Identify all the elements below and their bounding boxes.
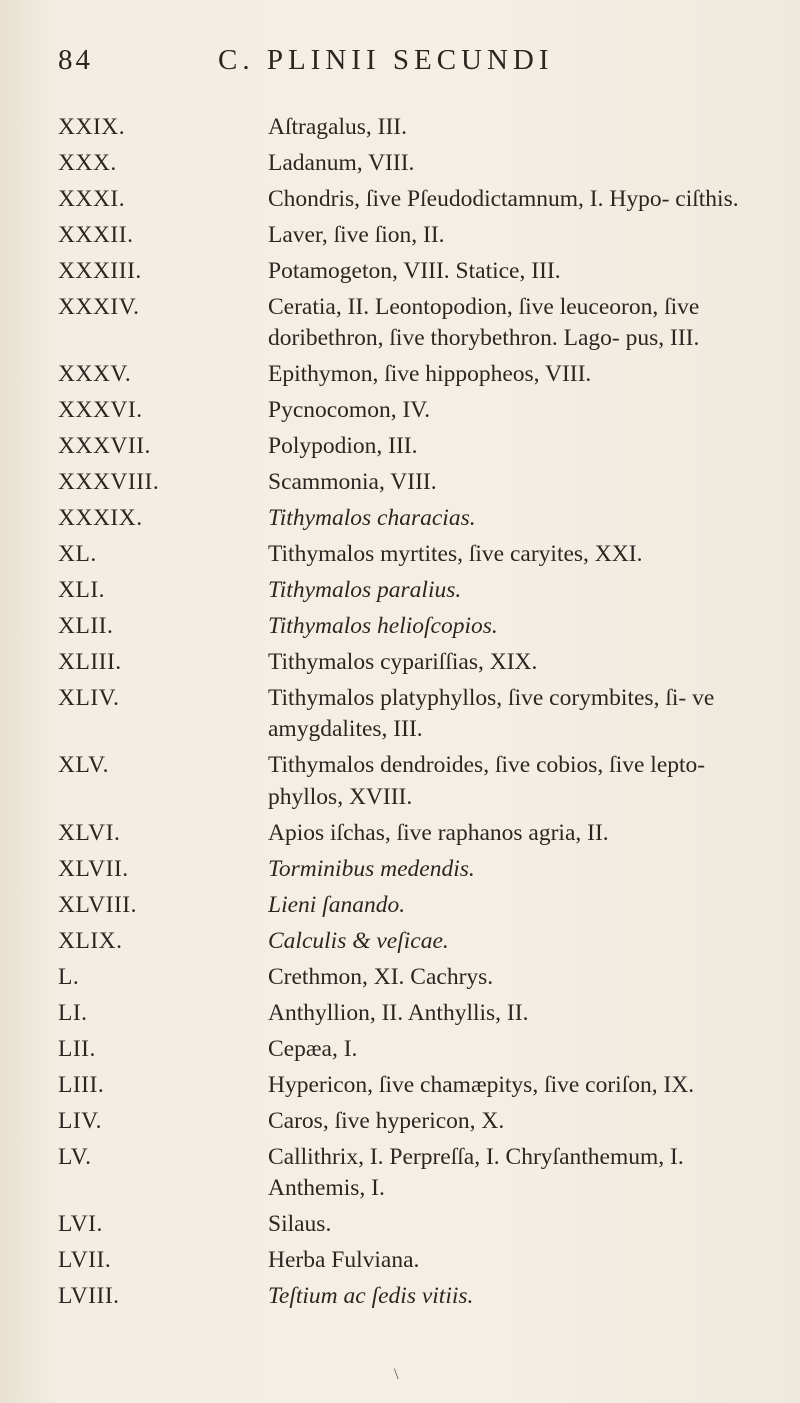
entry-text: Lieni ſanando. — [268, 891, 406, 918]
index-entry — [58, 1245, 778, 1276]
entry-text: Tithymalos platyphyllos, ſive corymbites, ſi- ve amygdalites, III. — [268, 685, 715, 743]
entry-text: Anthyllion, II. Anthyllis, II. — [268, 999, 529, 1026]
index-entry — [58, 539, 778, 570]
entry-text: Teſtium ac ſedis vitiis. — [268, 1282, 474, 1309]
chapter-numeral: XXXVIII. — [58, 469, 160, 496]
chapter-numeral: XXXIX. — [58, 505, 143, 532]
page-header — [58, 44, 760, 94]
chapter-numeral: L. — [58, 963, 80, 990]
entry-text: Tithymalos helioſcopios. — [268, 613, 498, 640]
chapter-numeral: XLIX. — [58, 927, 123, 954]
entry-text: Herba Fulviana. — [268, 1246, 420, 1273]
index-entry — [58, 112, 778, 143]
entry-text: Caros, ſive hypericon, X. — [268, 1107, 505, 1134]
footer-mark: \ — [394, 1366, 399, 1383]
chapter-numeral: LI. — [58, 999, 88, 1026]
index-entry — [58, 890, 778, 921]
entry-text: Torminibus medendis. — [268, 855, 475, 882]
chapter-numeral: XLII. — [58, 613, 114, 640]
index-entry — [58, 1106, 778, 1137]
chapter-numeral: XLVII. — [58, 855, 129, 882]
chapter-numeral: LII. — [58, 1035, 96, 1062]
chapter-numeral: LIII. — [58, 1071, 105, 1098]
chapter-numeral: XLIII. — [58, 649, 122, 676]
chapter-numeral: XXIX. — [58, 114, 126, 140]
index-entry — [58, 467, 778, 498]
entry-text: Potamogeton, VIII. Statice, III. — [268, 258, 561, 284]
index-entry — [58, 750, 778, 812]
chapter-numeral: XXXII. — [58, 222, 134, 248]
entry-text: Crethmon, XI. Cachrys. — [268, 963, 494, 990]
chapter-numeral: XXXI. — [58, 186, 126, 212]
index-entry — [58, 926, 778, 957]
index-entry — [58, 998, 778, 1029]
index-entry — [58, 256, 778, 287]
entry-text: Aſtragalus, III. — [268, 114, 407, 140]
entry-text: Tithymalos characias. — [268, 505, 476, 532]
chapter-numeral: XLIV. — [58, 685, 120, 712]
index-entry — [58, 359, 778, 390]
index-entry — [58, 431, 778, 462]
chapter-numeral: LV. — [58, 1143, 92, 1170]
index-entry — [58, 184, 778, 215]
index-entry — [58, 1034, 778, 1065]
entry-text: Ladanum, VIII. — [268, 150, 415, 176]
chapter-index-list — [58, 112, 778, 1317]
index-entry — [58, 611, 778, 642]
entry-text: Polypodion, III. — [268, 433, 418, 460]
entry-text: Tithymalos cypariſſias, XIX. — [268, 649, 538, 676]
index-entry — [58, 647, 778, 678]
chapter-numeral: LVII. — [58, 1246, 112, 1273]
index-entry — [58, 1209, 778, 1240]
entry-text: Epithymon, ſive hippopheos, VIII. — [268, 361, 592, 388]
index-entry — [58, 503, 778, 534]
index-entry — [58, 575, 778, 606]
index-entry — [58, 1142, 778, 1204]
entry-text: Laver, ſive ſion, II. — [268, 222, 445, 248]
entry-text: Silaus. — [268, 1210, 332, 1237]
chapter-numeral: LVIII. — [58, 1282, 120, 1309]
chapter-numeral: XXX. — [58, 150, 117, 176]
chapter-numeral: LVI. — [58, 1210, 103, 1237]
entry-text: Ceratia, II. Leontopodion, ſive leuceoron, ſive doribethron, ſive thorybethron. Lago- pus, III. — [268, 294, 700, 352]
page-number: 84 — [58, 44, 93, 76]
entry-text: Tithymalos dendroides, ſive cobios, ſive lepto- phyllos, XVIII. — [268, 752, 706, 810]
chapter-numeral: XXXV. — [58, 361, 132, 388]
running-title: C. PLINII SECUNDI — [218, 44, 554, 76]
index-entry — [58, 854, 778, 885]
index-entry — [58, 292, 778, 354]
index-entry — [58, 683, 778, 745]
index-entry — [58, 220, 778, 251]
index-entry — [58, 1070, 778, 1101]
index-entry — [58, 1281, 778, 1312]
chapter-numeral: XXXIV. — [58, 294, 140, 320]
index-entry — [58, 395, 778, 426]
chapter-numeral: LIV. — [58, 1107, 102, 1134]
entry-text: Tithymalos paralius. — [268, 577, 462, 604]
chapter-numeral: XXXIII. — [58, 258, 142, 284]
entry-text: Chondris, ſive Pſeudodictamnum, I. Hypo- ciſthis. — [268, 186, 739, 212]
chapter-numeral: XL. — [58, 541, 97, 568]
entry-text: Callithrix, I. Perpreſſa, I. Chryſanthemum, I. Anthemis, I. — [268, 1143, 684, 1201]
entry-text: Apios iſchas, ſive raphanos agria, II. — [268, 819, 609, 846]
index-entry — [58, 148, 778, 179]
chapter-numeral: XLVIII. — [58, 891, 137, 918]
chapter-numeral: XLVI. — [58, 819, 121, 846]
entry-text: Cepæa, I. — [268, 1035, 358, 1062]
index-entry — [58, 818, 778, 849]
chapter-numeral: XLV. — [58, 752, 109, 779]
entry-text: Tithymalos myrtites, ſive caryites, XXI. — [268, 541, 643, 568]
index-entry — [58, 962, 778, 993]
chapter-numeral: XLI. — [58, 577, 106, 604]
chapter-numeral: XXXVI. — [58, 397, 143, 424]
chapter-numeral: XXXVII. — [58, 433, 151, 460]
entry-text: Scammonia, VIII. — [268, 469, 437, 496]
entry-text: Calculis & veſicae. — [268, 927, 449, 954]
entry-text: Pycnocomon, IV. — [268, 397, 431, 424]
entry-text: Hypericon, ſive chamæpitys, ſive coriſon, IX. — [268, 1071, 695, 1098]
